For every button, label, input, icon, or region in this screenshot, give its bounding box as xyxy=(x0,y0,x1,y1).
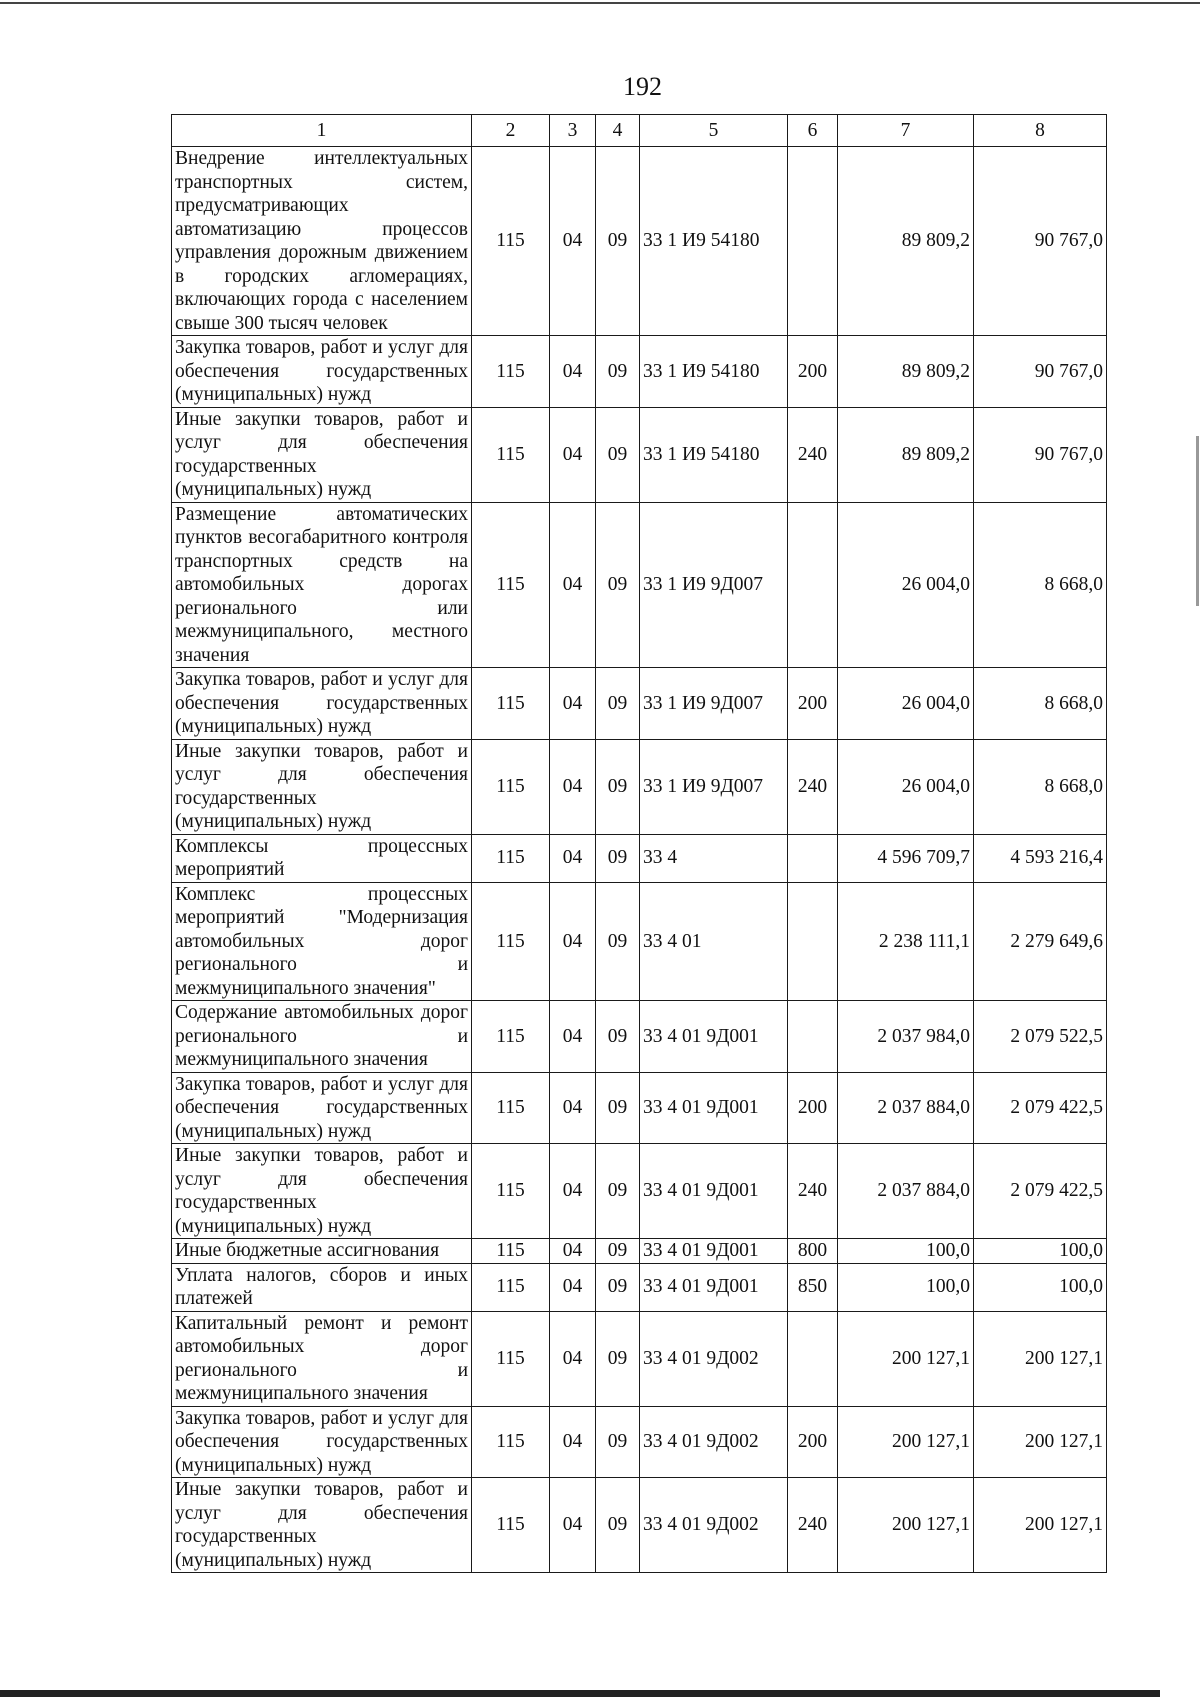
row-expense-type: 240 xyxy=(788,1478,838,1573)
row-amount-2: 8 668,0 xyxy=(974,739,1107,834)
row-ministry-code: 115 xyxy=(472,407,550,502)
scan-edge-top xyxy=(0,2,1200,4)
table-row xyxy=(172,502,1107,668)
row-section-code: 04 xyxy=(550,1072,596,1144)
table-row xyxy=(172,1072,1107,1144)
row-section-code: 04 xyxy=(550,1263,596,1311)
column-header: 5 xyxy=(640,115,788,147)
row-subsection-code: 09 xyxy=(596,1072,640,1144)
row-ministry-code: 115 xyxy=(472,1144,550,1239)
row-amount-2: 200 127,1 xyxy=(974,1478,1107,1573)
row-name: Капитальный ремонт и ремонт автомобильных дорог регионального и межмуниципального значения xyxy=(172,1311,472,1406)
row-name: Иные закупки товаров, работ и услуг для обеспечения государственных (муниципальных) нужд xyxy=(172,407,472,502)
row-amount-2: 2 279 649,6 xyxy=(974,882,1107,1001)
row-amount-1: 2 037 884,0 xyxy=(838,1144,974,1239)
row-amount-2: 8 668,0 xyxy=(974,668,1107,740)
row-target-article: 33 1 И9 9Д007 xyxy=(640,668,788,740)
row-target-article: 33 4 01 xyxy=(640,882,788,1001)
row-ministry-code: 115 xyxy=(472,1311,550,1406)
table-row xyxy=(172,1263,1107,1311)
row-target-article: 33 4 01 9Д001 xyxy=(640,1001,788,1073)
row-amount-2: 200 127,1 xyxy=(974,1311,1107,1406)
row-ministry-code: 115 xyxy=(472,882,550,1001)
row-amount-1: 100,0 xyxy=(838,1239,974,1264)
row-amount-2: 4 593 216,4 xyxy=(974,834,1107,882)
row-amount-1: 200 127,1 xyxy=(838,1406,974,1478)
table-row xyxy=(172,336,1107,408)
row-amount-1: 89 809,2 xyxy=(838,336,974,408)
row-amount-2: 2 079 422,5 xyxy=(974,1072,1107,1144)
table-row xyxy=(172,1144,1107,1239)
row-target-article: 33 4 01 9Д001 xyxy=(640,1239,788,1264)
row-expense-type: 240 xyxy=(788,1144,838,1239)
row-name: Иные закупки товаров, работ и услуг для обеспечения государственных (муниципальных) нужд xyxy=(172,739,472,834)
row-ministry-code: 115 xyxy=(472,502,550,668)
row-amount-1: 26 004,0 xyxy=(838,668,974,740)
row-ministry-code: 115 xyxy=(472,147,550,336)
row-subsection-code: 09 xyxy=(596,1263,640,1311)
row-subsection-code: 09 xyxy=(596,1406,640,1478)
row-name: Закупка товаров, работ и услуг для обеспечения государственных (муниципальных) нужд xyxy=(172,668,472,740)
table-header-row xyxy=(172,115,1107,147)
row-name: Закупка товаров, работ и услуг для обеспечения государственных (муниципальных) нужд xyxy=(172,1406,472,1478)
row-ministry-code: 115 xyxy=(472,1239,550,1264)
row-subsection-code: 09 xyxy=(596,882,640,1001)
row-expense-type xyxy=(788,1001,838,1073)
row-expense-type xyxy=(788,147,838,336)
row-amount-2: 100,0 xyxy=(974,1239,1107,1264)
row-subsection-code: 09 xyxy=(596,739,640,834)
row-expense-type: 850 xyxy=(788,1263,838,1311)
row-amount-1: 26 004,0 xyxy=(838,739,974,834)
row-ministry-code: 115 xyxy=(472,1072,550,1144)
row-target-article: 33 4 01 9Д001 xyxy=(640,1072,788,1144)
row-amount-1: 26 004,0 xyxy=(838,502,974,668)
table-row xyxy=(172,1001,1107,1073)
row-section-code: 04 xyxy=(550,668,596,740)
table-row xyxy=(172,407,1107,502)
row-ministry-code: 115 xyxy=(472,834,550,882)
row-target-article: 33 1 И9 9Д007 xyxy=(640,502,788,668)
row-section-code: 04 xyxy=(550,834,596,882)
table-row xyxy=(172,1311,1107,1406)
row-amount-1: 2 037 884,0 xyxy=(838,1072,974,1144)
page-number: 192 xyxy=(623,72,662,101)
row-target-article: 33 4 01 9Д001 xyxy=(640,1144,788,1239)
table-row xyxy=(172,1478,1107,1573)
row-subsection-code: 09 xyxy=(596,336,640,408)
row-amount-1: 4 596 709,7 xyxy=(838,834,974,882)
row-name: Закупка товаров, работ и услуг для обеспечения государственных (муниципальных) нужд xyxy=(172,1072,472,1144)
table-row xyxy=(172,1239,1107,1264)
row-name: Иные закупки товаров, работ и услуг для обеспечения государственных (муниципальных) нужд xyxy=(172,1478,472,1573)
row-amount-2: 2 079 522,5 xyxy=(974,1001,1107,1073)
row-section-code: 04 xyxy=(550,1144,596,1239)
row-amount-1: 100,0 xyxy=(838,1263,974,1311)
row-expense-type: 200 xyxy=(788,336,838,408)
row-section-code: 04 xyxy=(550,1239,596,1264)
row-target-article: 33 1 И9 9Д007 xyxy=(640,739,788,834)
row-section-code: 04 xyxy=(550,739,596,834)
row-subsection-code: 09 xyxy=(596,407,640,502)
row-subsection-code: 09 xyxy=(596,1001,640,1073)
row-subsection-code: 09 xyxy=(596,1144,640,1239)
row-name: Комплекс процессных мероприятий "Модернизация автомобильных дорог регионального и межмуниципального значения" xyxy=(172,882,472,1001)
table-row xyxy=(172,739,1107,834)
row-expense-type: 240 xyxy=(788,739,838,834)
row-subsection-code: 09 xyxy=(596,834,640,882)
row-expense-type: 240 xyxy=(788,407,838,502)
row-amount-2: 200 127,1 xyxy=(974,1406,1107,1478)
row-section-code: 04 xyxy=(550,1478,596,1573)
row-target-article: 33 1 И9 54180 xyxy=(640,336,788,408)
row-expense-type: 800 xyxy=(788,1239,838,1264)
row-subsection-code: 09 xyxy=(596,668,640,740)
row-ministry-code: 115 xyxy=(472,336,550,408)
row-expense-type xyxy=(788,834,838,882)
row-name: Иные закупки товаров, работ и услуг для обеспечения государственных (муниципальных) нужд xyxy=(172,1144,472,1239)
row-expense-type xyxy=(788,1311,838,1406)
row-amount-2: 8 668,0 xyxy=(974,502,1107,668)
row-target-article: 33 4 01 9Д002 xyxy=(640,1478,788,1573)
row-amount-2: 90 767,0 xyxy=(974,336,1107,408)
budget-table xyxy=(171,114,1107,1573)
row-amount-2: 90 767,0 xyxy=(974,147,1107,336)
row-amount-1: 89 809,2 xyxy=(838,147,974,336)
row-section-code: 04 xyxy=(550,1001,596,1073)
row-amount-2: 90 767,0 xyxy=(974,407,1107,502)
row-name: Закупка товаров, работ и услуг для обеспечения государственных (муниципальных) нужд xyxy=(172,336,472,408)
row-subsection-code: 09 xyxy=(596,502,640,668)
column-header: 6 xyxy=(788,115,838,147)
row-name: Комплексы процессных мероприятий xyxy=(172,834,472,882)
row-target-article: 33 4 xyxy=(640,834,788,882)
row-name: Размещение автоматических пунктов весогабаритного контроля транспортных средств на автомобильных дорогах регионального или межмуниципального, местного значения xyxy=(172,502,472,668)
row-subsection-code: 09 xyxy=(596,1311,640,1406)
row-ministry-code: 115 xyxy=(472,668,550,740)
row-name: Иные бюджетные ассигнования xyxy=(172,1239,472,1264)
row-section-code: 04 xyxy=(550,407,596,502)
table-row xyxy=(172,882,1107,1001)
row-ministry-code: 115 xyxy=(472,1001,550,1073)
row-name: Содержание автомобильных дорог регионального и межмуниципального значения xyxy=(172,1001,472,1073)
row-expense-type: 200 xyxy=(788,668,838,740)
column-header: 4 xyxy=(596,115,640,147)
row-amount-1: 200 127,1 xyxy=(838,1311,974,1406)
row-ministry-code: 115 xyxy=(472,1478,550,1573)
row-section-code: 04 xyxy=(550,147,596,336)
row-expense-type: 200 xyxy=(788,1406,838,1478)
row-subsection-code: 09 xyxy=(596,1239,640,1264)
row-ministry-code: 115 xyxy=(472,1263,550,1311)
row-ministry-code: 115 xyxy=(472,1406,550,1478)
row-target-article: 33 4 01 9Д002 xyxy=(640,1406,788,1478)
row-section-code: 04 xyxy=(550,336,596,408)
row-section-code: 04 xyxy=(550,1311,596,1406)
row-section-code: 04 xyxy=(550,882,596,1001)
table-row xyxy=(172,1406,1107,1478)
row-target-article: 33 4 01 9Д002 xyxy=(640,1311,788,1406)
column-header: 1 xyxy=(172,115,472,147)
row-name: Внедрение интеллектуальных транспортных систем, предусматривающих автоматизацию процессов управления дорожным движением в городских агломерациях, включающих города с населением свыше 300 тысяч человек xyxy=(172,147,472,336)
column-header: 8 xyxy=(974,115,1107,147)
row-amount-2: 2 079 422,5 xyxy=(974,1144,1107,1239)
column-header: 7 xyxy=(838,115,974,147)
table-row xyxy=(172,668,1107,740)
table-row xyxy=(172,147,1107,336)
row-expense-type xyxy=(788,502,838,668)
row-section-code: 04 xyxy=(550,1406,596,1478)
row-expense-type: 200 xyxy=(788,1072,838,1144)
row-amount-1: 200 127,1 xyxy=(838,1478,974,1573)
row-ministry-code: 115 xyxy=(472,739,550,834)
column-header: 2 xyxy=(472,115,550,147)
column-header: 3 xyxy=(550,115,596,147)
row-expense-type xyxy=(788,882,838,1001)
row-target-article: 33 4 01 9Д001 xyxy=(640,1263,788,1311)
row-amount-2: 100,0 xyxy=(974,1263,1107,1311)
row-name: Уплата налогов, сборов и иных платежей xyxy=(172,1263,472,1311)
scan-edge-right xyxy=(1196,436,1199,606)
table-row xyxy=(172,834,1107,882)
row-subsection-code: 09 xyxy=(596,1478,640,1573)
row-target-article: 33 1 И9 54180 xyxy=(640,407,788,502)
row-amount-1: 2 037 984,0 xyxy=(838,1001,974,1073)
row-section-code: 04 xyxy=(550,502,596,668)
row-amount-1: 89 809,2 xyxy=(838,407,974,502)
row-subsection-code: 09 xyxy=(596,147,640,336)
row-amount-1: 2 238 111,1 xyxy=(838,882,974,1001)
scan-edge-bottom xyxy=(0,1690,1160,1697)
row-target-article: 33 1 И9 54180 xyxy=(640,147,788,336)
